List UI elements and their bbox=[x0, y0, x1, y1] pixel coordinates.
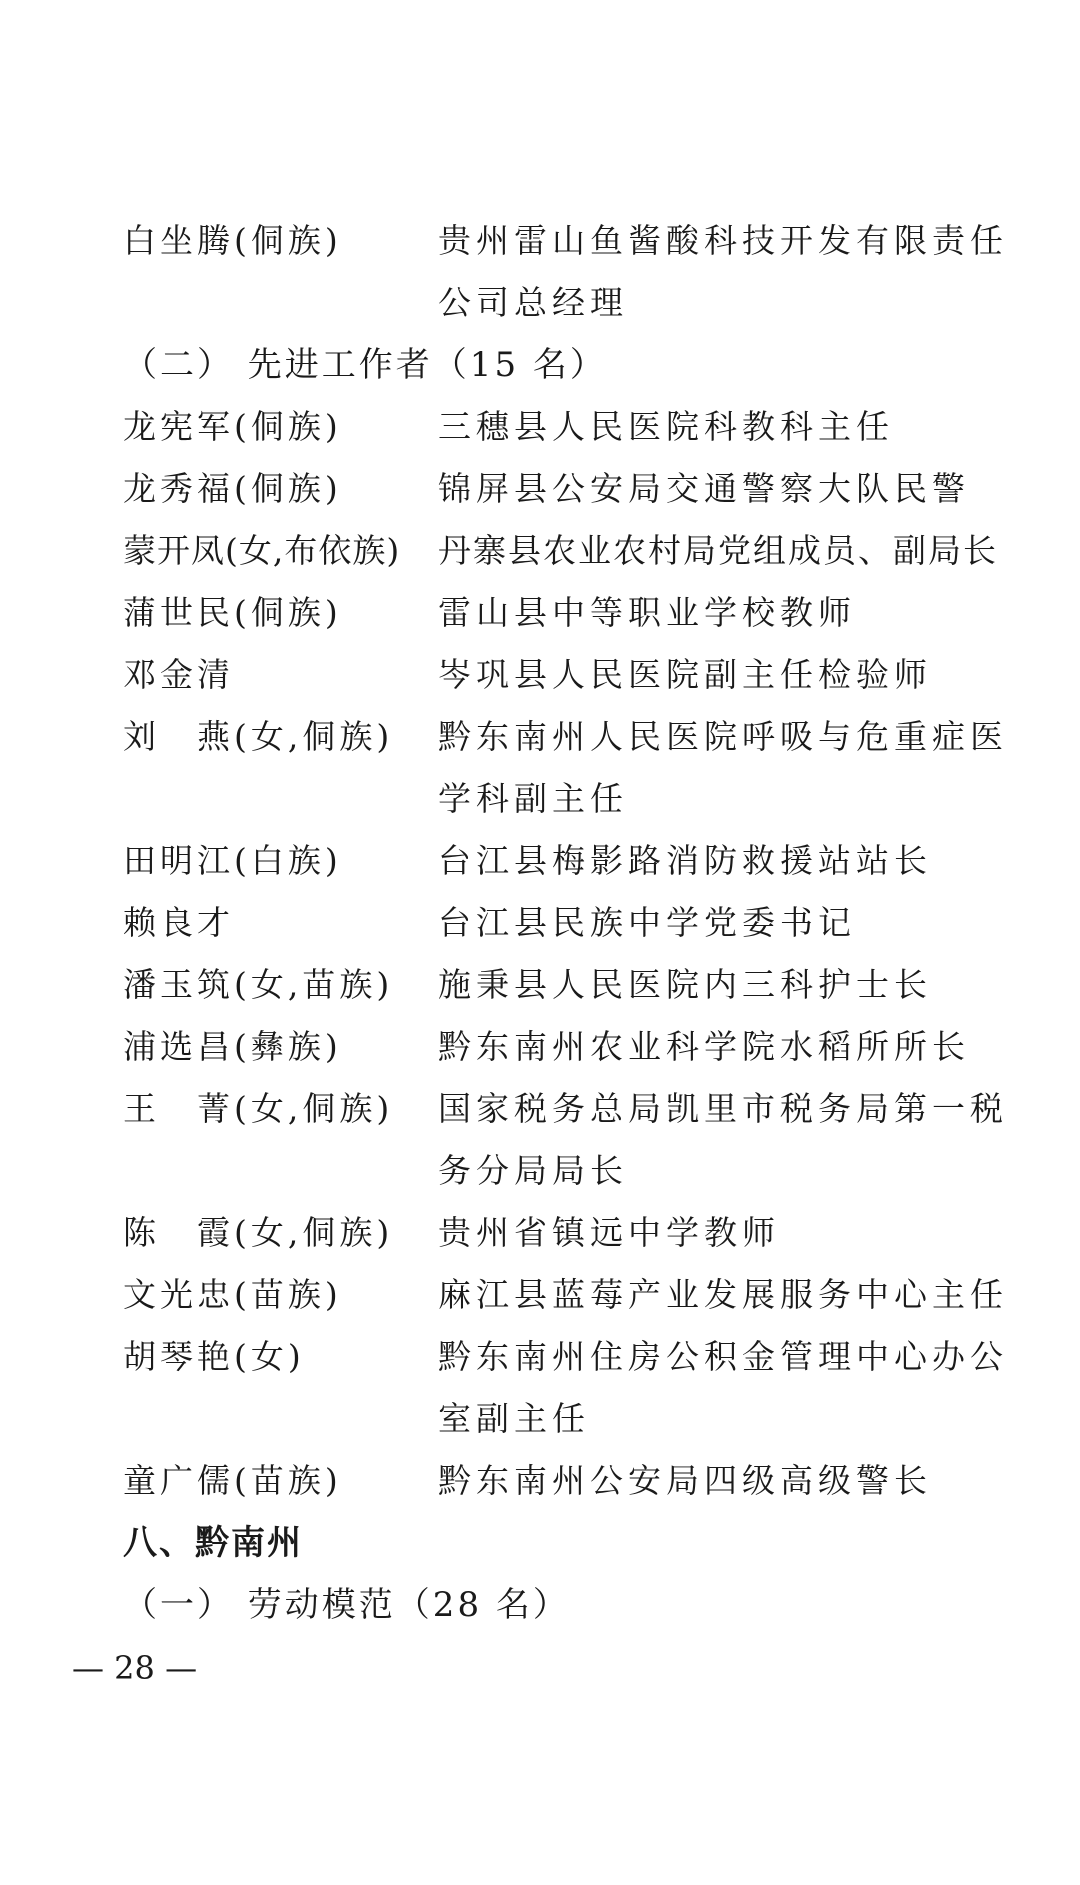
person-name: 蒲世民(侗族) bbox=[123, 593, 342, 632]
person-name: 田明江(白族) bbox=[123, 841, 342, 880]
person-title: 雷山县中等职业学校教师 bbox=[438, 593, 856, 632]
person-title: 黔东南州公安局四级高级警长 bbox=[438, 1461, 932, 1500]
person-title: 施秉县人民医院内三科护士长 bbox=[438, 965, 932, 1004]
person-name: 龙秀福(侗族) bbox=[123, 469, 342, 508]
person-title: 贵州雷山鱼酱酸科技开发有限责任 公司总经理 bbox=[438, 221, 1008, 322]
person-name: 王 菁(女,侗族) bbox=[123, 1089, 394, 1128]
person-name: 蒙开凤(女,布依族) bbox=[123, 531, 401, 570]
person-title: 岑巩县人民医院副主任检验师 bbox=[438, 655, 932, 694]
person-title: 贵州省镇远中学教师 bbox=[438, 1213, 780, 1252]
subhead-advanced-workers: （二） 先进工作者（15 名） bbox=[123, 345, 607, 385]
person-title: 黔东南州住房公积金管理中心办公 室副主任 bbox=[438, 1337, 1008, 1438]
person-title: 锦屏县公安局交通警察大队民警 bbox=[438, 469, 970, 508]
person-title: 三穗县人民医院科教科主任 bbox=[438, 407, 894, 446]
person-title: 台江县梅影路消防救援站站长 bbox=[438, 841, 932, 880]
person-title: 麻江县蓝莓产业发展服务中心主任 bbox=[438, 1275, 1008, 1314]
person-name: 白坐腾(侗族) bbox=[123, 221, 342, 260]
person-name: 文光忠(苗族) bbox=[123, 1275, 342, 1314]
person-title: 黔东南州农业科学院水稻所所长 bbox=[438, 1027, 970, 1066]
person-name: 胡琴艳(女) bbox=[123, 1337, 305, 1376]
person-title: 国家税务总局凯里市税务局第一税 务分局局长 bbox=[438, 1089, 1008, 1190]
person-name: 潘玉筑(女,苗族) bbox=[123, 965, 394, 1004]
person-name: 邓金清 bbox=[123, 655, 234, 694]
person-name: 童广儒(苗族) bbox=[123, 1461, 342, 1500]
person-name: 龙宪军(侗族) bbox=[123, 407, 342, 446]
person-name: 赖良才 bbox=[123, 903, 234, 942]
person-name: 刘 燕(女,侗族) bbox=[123, 717, 394, 756]
person-name: 陈 霞(女,侗族) bbox=[123, 1213, 394, 1252]
person-title: 台江县民族中学党委书记 bbox=[438, 903, 856, 942]
section-title: 八、黔南州 bbox=[123, 1523, 303, 1563]
page-number: — 28 — bbox=[72, 1649, 198, 1687]
person-name: 浦选昌(彝族) bbox=[123, 1027, 342, 1066]
person-title: 丹寨县农业农村局党组成员、副局长 bbox=[438, 531, 998, 570]
person-title: 黔东南州人民医院呼吸与危重症医 学科副主任 bbox=[438, 717, 1008, 818]
subhead-labor-models: （一） 劳动模范（28 名） bbox=[123, 1585, 570, 1625]
